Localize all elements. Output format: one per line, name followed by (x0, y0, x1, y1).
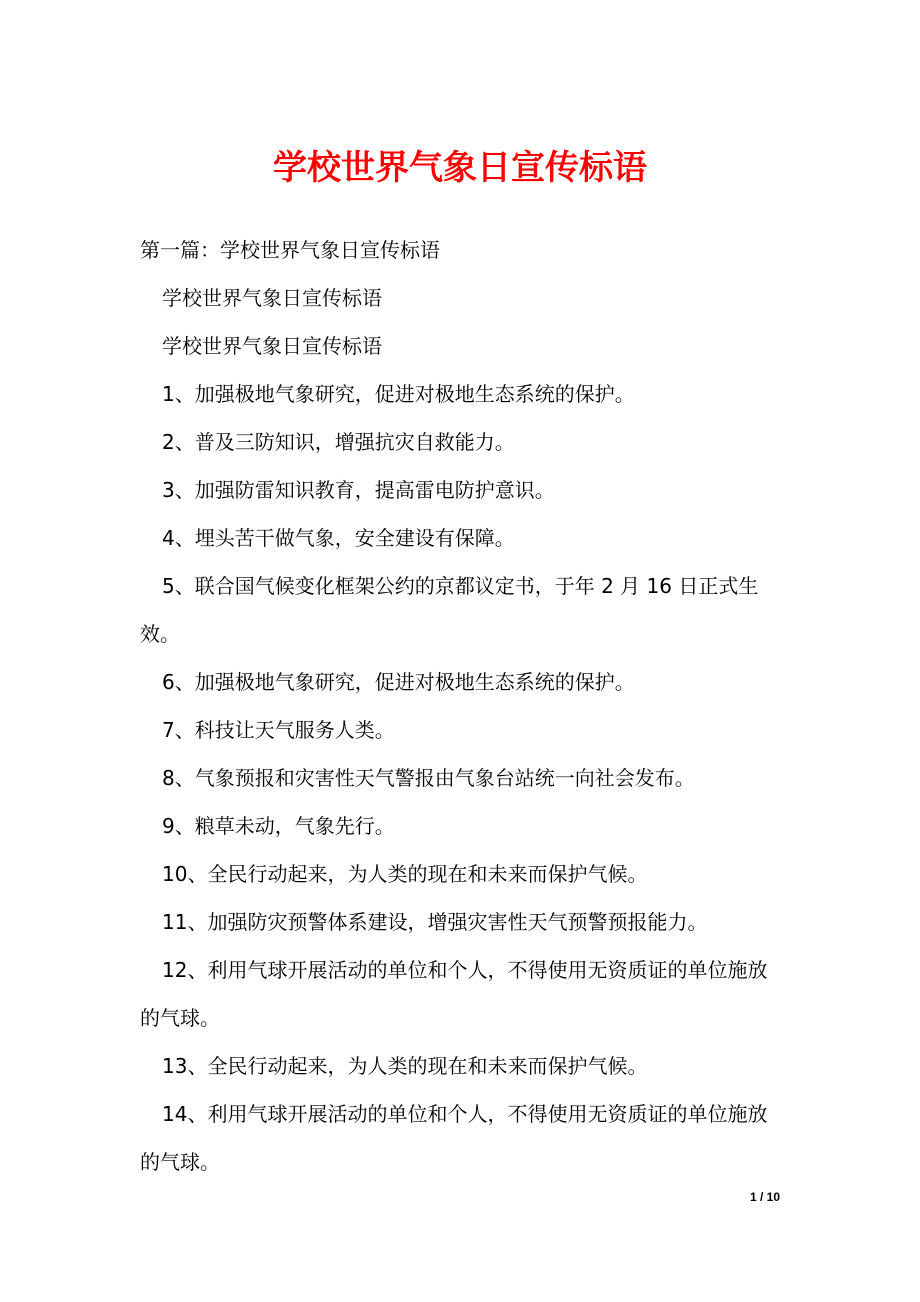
document-body (140, 226, 785, 1186)
slogan-item: 1、加强极地气象研究，促进对极地生态系统的保护。 (162, 382, 635, 406)
section-heading: 第一篇：学校世界气象日宣传标语 (140, 238, 440, 262)
document-title: 学校世界气象日宣传标语 (273, 148, 647, 188)
slogan-item: 2、普及三防知识，增强抗灾自救能力。 (162, 430, 515, 454)
slogan-item: 3、加强防雷知识教育，提高雷电防护意识。 (162, 478, 555, 502)
slogan-item: 6、加强极地气象研究，促进对极地生态系统的保护。 (162, 670, 635, 694)
paragraph: 学校世界气象日宣传标语 (162, 286, 382, 310)
slogan-item: 7、科技让天气服务人类。 (162, 718, 395, 742)
slogan-item: 4、埋头苦干做气象，安全建设有保障。 (162, 526, 515, 550)
slogan-item: 9、粮草未动，气象先行。 (162, 814, 395, 838)
slogan-item: 5、联合国气候变化框架公约的京都议定书，于年 2 月 16 日正式生效。 (140, 574, 759, 646)
slogan-item: 10、全民行动起来，为人类的现在和未来而保护气候。 (162, 862, 648, 886)
paragraph: 学校世界气象日宣传标语 (162, 334, 382, 358)
slogan-item: 14、利用气球开展活动的单位和个人，不得使用无资质证的单位施放的气球。 (140, 1102, 768, 1174)
slogan-item: 11、加强防灾预警体系建设，增强灾害性天气预警预报能力。 (162, 910, 708, 934)
page-indicator: 1 / 10 (749, 1190, 780, 1204)
slogan-item: 13、全民行动起来，为人类的现在和未来而保护气候。 (162, 1054, 648, 1078)
slogan-item: 12、利用气球开展活动的单位和个人，不得使用无资质证的单位施放的气球。 (140, 958, 768, 1030)
slogan-item: 8、气象预报和灾害性天气警报由气象台站统一向社会发布。 (162, 766, 695, 790)
